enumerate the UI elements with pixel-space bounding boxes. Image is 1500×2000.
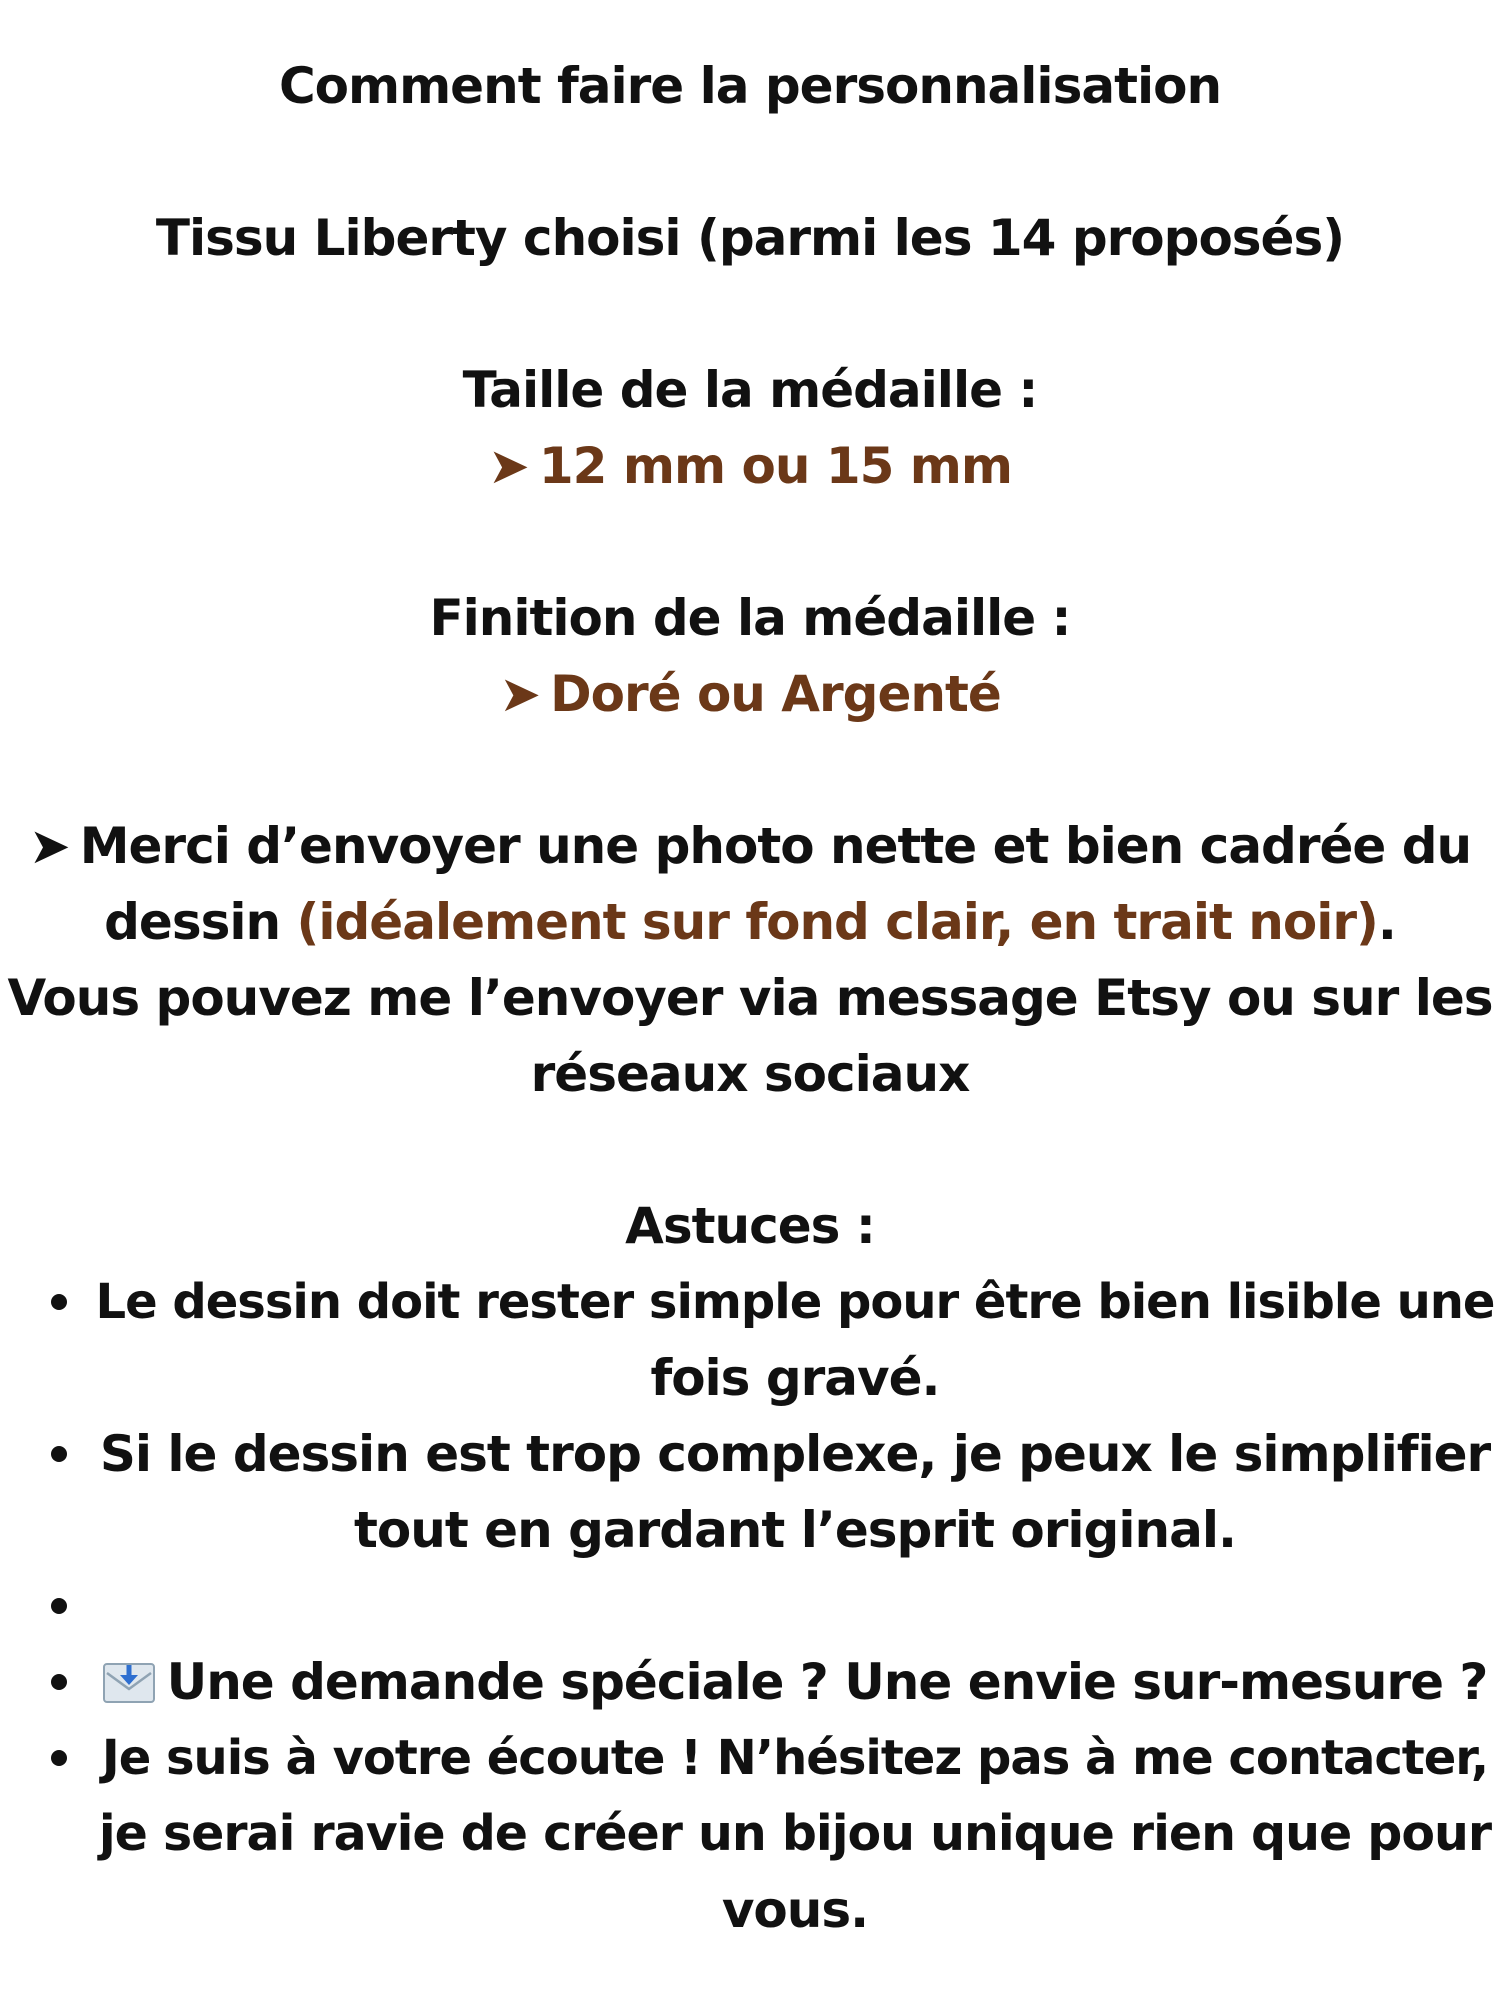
list-item-empty <box>0 1568 1500 1644</box>
photo-instruction-start: dessin <box>104 893 297 951</box>
finish-label: Finition de la médaille : <box>429 589 1071 647</box>
photo-instruction-line-4: réseaux sociaux <box>530 1045 970 1103</box>
finish-value: Doré ou Argenté <box>550 665 1001 723</box>
size-value: 12 mm ou 15 mm <box>538 437 1013 495</box>
list-item <box>0 1644 1500 1720</box>
photo-instruction-highlight: (idéalement sur fond clair, en trait noir) <box>296 893 1378 951</box>
list-item-continuation <box>0 1872 1500 1948</box>
arrow-right-icon: ➤ <box>28 817 70 875</box>
contact-text: Je suis à votre écoute ! N’hésitez pas à me contacter, <box>101 1730 1489 1786</box>
fabric-choice-text: Tissu Liberty choisi (parmi les 14 proposés) <box>155 209 1345 267</box>
photo-instruction-text: Merci d’envoyer une photo nette et bien cadrée du <box>79 817 1472 875</box>
list-item <box>0 1264 1500 1340</box>
list-item-continuation <box>0 1796 1500 1872</box>
envelope-arrow-icon <box>103 1663 155 1703</box>
tip-text: fois gravé. <box>650 1349 940 1407</box>
list-item-continuation <box>0 1340 1500 1416</box>
tip-text: Le dessin doit rester simple pour être bien lisible une <box>95 1274 1495 1330</box>
special-request-text-line <box>90 1644 1500 1720</box>
photo-instruction-line-1 <box>0 808 1500 884</box>
size-label: Taille de la médaille : <box>462 361 1038 419</box>
bullet-icon <box>51 1750 67 1766</box>
size-value-line <box>0 428 1500 504</box>
special-request-text: Une demande spéciale ? Une envie sur-mesure ? <box>166 1653 1488 1711</box>
list-item <box>0 1416 1500 1492</box>
bullet-icon <box>51 1294 67 1310</box>
photo-instruction-end: . <box>1377 893 1396 951</box>
tip-text: tout en gardant l’esprit original. <box>354 1501 1236 1559</box>
bullet-icon <box>51 1598 67 1614</box>
bullet-icon <box>51 1446 67 1462</box>
contact-text: vous. <box>721 1881 869 1939</box>
arrow-right-icon: ➤ <box>487 437 529 495</box>
tips-heading: Astuces : <box>625 1197 875 1255</box>
photo-instruction-line-2 <box>0 884 1500 960</box>
tip-text: Si le dessin est trop complexe, je peux le simplifier <box>99 1425 1491 1483</box>
list-item-continuation <box>0 1492 1500 1568</box>
arrow-right-icon: ➤ <box>499 665 541 723</box>
photo-instruction-line-3: Vous pouvez me l’envoyer via message Etsy ou sur les <box>7 969 1493 1027</box>
page-title: Comment faire la personnalisation <box>278 57 1222 115</box>
bullet-icon <box>51 1674 67 1690</box>
contact-text: je serai ravie de créer un bijou unique rien que pour <box>98 1805 1492 1862</box>
finish-value-line <box>0 656 1500 732</box>
list-item <box>0 1720 1500 1796</box>
